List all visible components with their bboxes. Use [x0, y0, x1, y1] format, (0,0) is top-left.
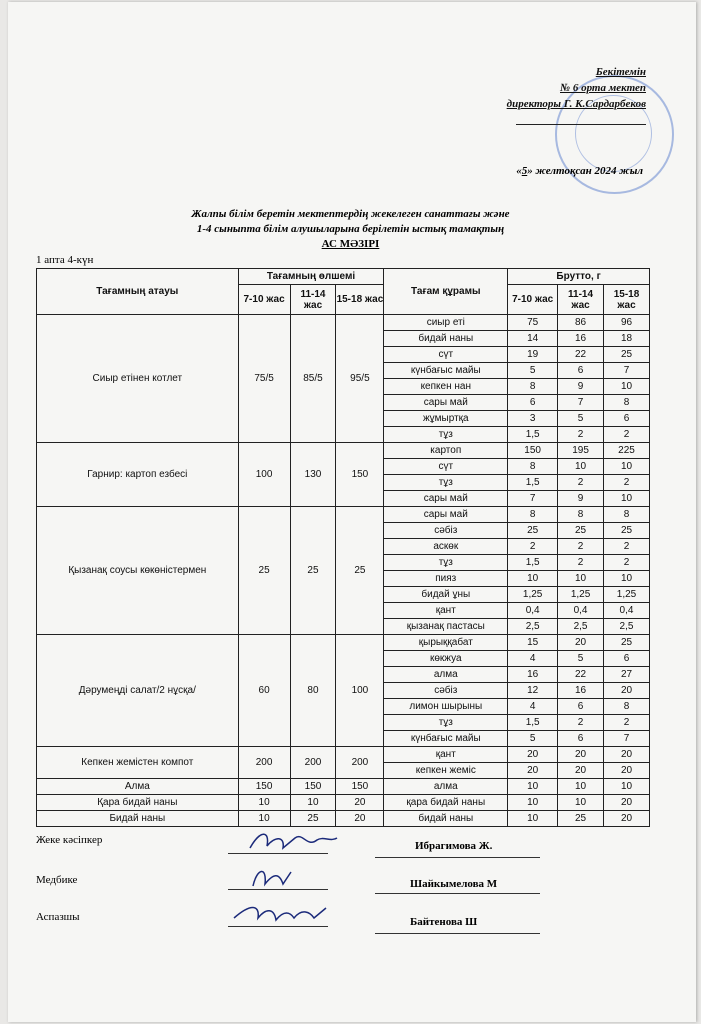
ingredient-weight: 1,5 [508, 715, 558, 731]
portion-size: 75/5 [238, 315, 290, 443]
ingredient-weight: 96 [604, 315, 650, 331]
ingredient-weight: 2 [558, 539, 604, 555]
ingredient-weight: 7 [604, 363, 650, 379]
ingredient-weight: 14 [508, 331, 558, 347]
portion-size: 25 [290, 811, 336, 827]
ingredient-weight: 8 [604, 699, 650, 715]
ingredient-weight: 25 [558, 811, 604, 827]
ingredient-weight: 1,5 [508, 427, 558, 443]
signer-name: Ибрагимова Ж. [415, 840, 493, 852]
ingredient-weight: 5 [558, 651, 604, 667]
ingredient-weight: 8 [604, 507, 650, 523]
ingredient-weight: 5 [508, 363, 558, 379]
ingredient-weight: 10 [508, 795, 558, 811]
menu-table [36, 268, 650, 827]
table-row [37, 811, 650, 827]
ingredient-name: алма [384, 667, 508, 683]
ingredient-weight: 7 [558, 395, 604, 411]
portion-size: 20 [336, 795, 384, 811]
ingredient-weight: 9 [558, 491, 604, 507]
ingredient-name: картоп [384, 443, 508, 459]
ingredient-weight: 6 [558, 363, 604, 379]
ingredient-weight: 2,5 [508, 619, 558, 635]
ingredient-weight: 195 [558, 443, 604, 459]
portion-size: 200 [336, 747, 384, 779]
ingredient-weight: 20 [508, 747, 558, 763]
table-row [37, 747, 650, 763]
ingredient-weight: 2 [604, 475, 650, 491]
date-rest: желтоқсан 2024 жыл [535, 165, 643, 177]
ingredient-weight: 25 [604, 635, 650, 651]
ingredient-weight: 2 [604, 539, 650, 555]
title-line-1: Жалпы білім беретін мектептердің жекелеген санаттағы және [191, 208, 510, 220]
title-line-2: 1-4 сыныпта білім алушыларына берілетін ыстық тамақтың [196, 223, 505, 235]
portion-size: 20 [336, 811, 384, 827]
ingredient-weight: 10 [558, 779, 604, 795]
portion-size: 200 [290, 747, 336, 779]
ingredient-weight: 2 [604, 555, 650, 571]
name-line [375, 856, 540, 858]
ingredient-weight: 22 [558, 667, 604, 683]
ingredient-weight: 10 [604, 779, 650, 795]
dish-name: Бидай наны [37, 811, 239, 827]
ingredient-weight: 8 [508, 507, 558, 523]
ingredient-weight: 20 [604, 763, 650, 779]
ingredient-name: бидай ұны [384, 587, 508, 603]
table-row [37, 443, 650, 459]
portion-size: 100 [238, 443, 290, 507]
portion-size: 25 [336, 507, 384, 635]
portion-size: 25 [290, 507, 336, 635]
dish-name: Сиыр етінен котлет [37, 315, 239, 443]
director-signature-line [516, 112, 646, 125]
ingredient-weight: 22 [558, 347, 604, 363]
ingredient-weight: 16 [558, 331, 604, 347]
dish-name: Алма [37, 779, 239, 795]
ingredient-weight: 16 [558, 683, 604, 699]
ingredient-weight: 1,25 [604, 587, 650, 603]
portion-size: 10 [238, 811, 290, 827]
ingredient-weight: 2 [558, 475, 604, 491]
dish-name: Қара бидай наны [37, 795, 239, 811]
ingredient-weight: 1,5 [508, 555, 558, 571]
ingredient-name: бидай наны [384, 331, 508, 347]
approval-director: директоры Г. К.Сардарбеков [506, 98, 646, 110]
ingredient-weight: 7 [508, 491, 558, 507]
ingredient-weight: 1,25 [558, 587, 604, 603]
ingredient-weight: 25 [604, 523, 650, 539]
ingredient-name: қант [384, 747, 508, 763]
ingredient-name: күнбағыс майы [384, 363, 508, 379]
ingredient-weight: 2,5 [558, 619, 604, 635]
signature-scribble [230, 900, 340, 928]
ingredient-weight: 8 [558, 507, 604, 523]
ingredient-weight: 20 [604, 811, 650, 827]
portion-size: 130 [290, 443, 336, 507]
header-composition: Тағам құрамы [384, 269, 508, 315]
ingredient-weight: 5 [508, 731, 558, 747]
portion-size: 85/5 [290, 315, 336, 443]
ingredient-weight: 25 [508, 523, 558, 539]
ingredient-weight: 8 [604, 395, 650, 411]
portion-size: 95/5 [336, 315, 384, 443]
title-menu: АС МӘЗІРІ [321, 238, 380, 250]
header-age-2: 11-14 жас [290, 285, 336, 315]
name-line [375, 932, 540, 934]
name-line [375, 892, 540, 894]
ingredient-weight: 20 [604, 747, 650, 763]
ingredient-weight: 75 [508, 315, 558, 331]
ingredient-weight: 5 [558, 411, 604, 427]
ingredient-weight: 2 [508, 539, 558, 555]
header-brutto: Брутто, г [508, 269, 650, 285]
ingredient-name: тұз [384, 715, 508, 731]
table-row [37, 795, 650, 811]
ingredient-weight: 12 [508, 683, 558, 699]
ingredient-weight: 6 [558, 731, 604, 747]
portion-size: 80 [290, 635, 336, 747]
ingredient-weight: 10 [604, 571, 650, 587]
ingredient-weight: 15 [508, 635, 558, 651]
approval-title: Бекітемін [595, 66, 646, 78]
table-row [37, 635, 650, 651]
signer-name: Байтенова Ш [410, 916, 478, 928]
table-row [37, 315, 650, 331]
ingredient-weight: 20 [604, 795, 650, 811]
role-label: Жеке кәсіпкер [36, 834, 103, 846]
ingredient-weight: 8 [508, 379, 558, 395]
signer-name: Шайкымелова М [410, 878, 498, 890]
ingredient-weight: 2 [604, 427, 650, 443]
ingredient-weight: 225 [604, 443, 650, 459]
ingredient-weight: 16 [508, 667, 558, 683]
ingredient-weight: 18 [604, 331, 650, 347]
ingredient-weight: 1,25 [508, 587, 558, 603]
portion-size: 150 [336, 443, 384, 507]
ingredient-weight: 0,4 [604, 603, 650, 619]
portion-size: 150 [290, 779, 336, 795]
portion-size: 25 [238, 507, 290, 635]
ingredient-weight: 10 [604, 379, 650, 395]
ingredient-weight: 6 [604, 411, 650, 427]
header-age-1: 7-10 жас [508, 285, 558, 315]
ingredient-weight: 25 [604, 347, 650, 363]
ingredient-weight: 2 [604, 715, 650, 731]
portion-size: 150 [336, 779, 384, 795]
ingredient-name: алма [384, 779, 508, 795]
ingredient-weight: 10 [558, 795, 604, 811]
ingredient-weight: 150 [508, 443, 558, 459]
week-day-label: 1 апта 4-күн [36, 254, 94, 266]
ingredient-name: сәбіз [384, 523, 508, 539]
ingredient-weight: 4 [508, 699, 558, 715]
header-age-2: 11-14 жас [558, 285, 604, 315]
ingredient-name: лимон шырыны [384, 699, 508, 715]
dish-name: Кепкен жемістен компот [37, 747, 239, 779]
ingredient-weight: 20 [558, 635, 604, 651]
header-dish: Тағамның атауы [37, 269, 239, 315]
ingredient-weight: 10 [508, 571, 558, 587]
ingredient-name: тұз [384, 555, 508, 571]
ingredient-name: аскөк [384, 539, 508, 555]
portion-size: 200 [238, 747, 290, 779]
portion-size: 150 [238, 779, 290, 795]
ingredient-weight: 2 [558, 427, 604, 443]
ingredient-weight: 0,4 [508, 603, 558, 619]
ingredient-name: жұмыртқа [384, 411, 508, 427]
approval-date: «5» желтоқсан 2024 жыл [516, 165, 643, 177]
ingredient-weight: 6 [558, 699, 604, 715]
ingredient-weight: 2 [558, 555, 604, 571]
ingredient-weight: 9 [558, 379, 604, 395]
ingredient-name: кепкен жеміс [384, 763, 508, 779]
ingredient-name: қант [384, 603, 508, 619]
ingredient-name: қызанақ пастасы [384, 619, 508, 635]
ingredient-name: сары май [384, 491, 508, 507]
approval-school: № 6 орта мектеп [560, 82, 646, 94]
date-day: 5 [521, 165, 528, 177]
ingredient-weight: 10 [558, 571, 604, 587]
ingredient-weight: 20 [604, 683, 650, 699]
ingredient-weight: 20 [508, 763, 558, 779]
ingredient-weight: 8 [508, 459, 558, 475]
ingredient-weight: 86 [558, 315, 604, 331]
ingredient-weight: 2,5 [604, 619, 650, 635]
ingredient-name: сиыр еті [384, 315, 508, 331]
ingredient-weight: 6 [604, 651, 650, 667]
ingredient-weight: 20 [558, 747, 604, 763]
ingredient-name: көкжуа [384, 651, 508, 667]
role-label: Медбике [36, 874, 78, 886]
ingredient-weight: 10 [558, 459, 604, 475]
ingredient-weight: 0,4 [558, 603, 604, 619]
table-row [37, 507, 650, 523]
header-measure: Тағамның өлшемі [238, 269, 384, 285]
ingredient-weight: 27 [604, 667, 650, 683]
ingredient-weight: 7 [604, 731, 650, 747]
ingredient-name: күнбағыс майы [384, 731, 508, 747]
ingredient-name: сары май [384, 507, 508, 523]
portion-size: 60 [238, 635, 290, 747]
header-age-3: 15-18 жас [604, 285, 650, 315]
document-title [0, 207, 701, 252]
portion-size: 100 [336, 635, 384, 747]
table-row [37, 779, 650, 795]
ingredient-name: тұз [384, 475, 508, 491]
ingredient-name: сәбіз [384, 683, 508, 699]
ingredient-weight: 20 [558, 763, 604, 779]
ingredient-weight: 1,5 [508, 475, 558, 491]
ingredient-name: қара бидай наны [384, 795, 508, 811]
dish-name: Қызанақ соусы көкөністермен [37, 507, 239, 635]
portion-size: 10 [238, 795, 290, 811]
header-age-3: 15-18 жас [336, 285, 384, 315]
ingredient-weight: 19 [508, 347, 558, 363]
signature-scribble [245, 828, 340, 856]
ingredient-name: пияз [384, 571, 508, 587]
ingredient-weight: 2 [558, 715, 604, 731]
ingredient-name: сары май [384, 395, 508, 411]
ingredient-name: тұз [384, 427, 508, 443]
ingredient-weight: 10 [508, 779, 558, 795]
approval-block [406, 64, 646, 130]
ingredient-weight: 6 [508, 395, 558, 411]
ingredient-weight: 25 [558, 523, 604, 539]
ingredient-name: кепкен нан [384, 379, 508, 395]
signature-scribble [245, 864, 305, 892]
role-label: Аспазшы [36, 911, 80, 923]
dish-name: Гарнир: картоп езбесі [37, 443, 239, 507]
ingredient-weight: 10 [508, 811, 558, 827]
ingredient-weight: 4 [508, 651, 558, 667]
ingredient-name: сүт [384, 347, 508, 363]
portion-size: 10 [290, 795, 336, 811]
ingredient-weight: 10 [604, 459, 650, 475]
ingredient-name: сүт [384, 459, 508, 475]
ingredient-name: бидай наны [384, 811, 508, 827]
ingredient-name: қырыққабат [384, 635, 508, 651]
ingredient-weight: 10 [604, 491, 650, 507]
ingredient-weight: 3 [508, 411, 558, 427]
dish-name: Дәрумеңді салат/2 нұсқа/ [37, 635, 239, 747]
header-age-1: 7-10 жас [238, 285, 290, 315]
